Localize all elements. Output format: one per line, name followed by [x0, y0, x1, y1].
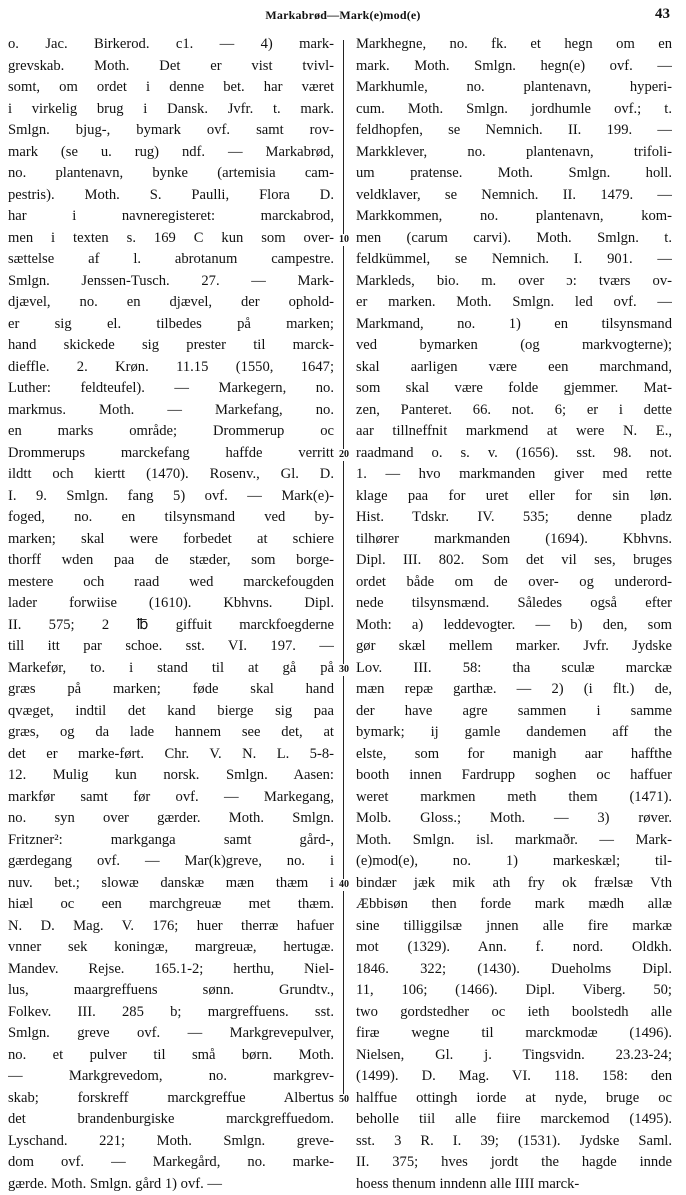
text-line: Markkommen, no. plantenavn, kom- [356, 206, 672, 228]
text-line: tilhører markmanden (1694). Kbhvns. [356, 529, 672, 551]
left-column [8, 34, 334, 1195]
text-line: firæ wegne til marckmodæ (1496). [356, 1023, 672, 1045]
text-line: men (carum carvi). Moth. Smlgn. t. [356, 228, 672, 250]
text-line: booth innen Fardrupp soghen oc haffuer [356, 765, 672, 787]
running-title: Markabrød—Mark(e)mod(e) [0, 8, 686, 23]
text-line: gærdegang ovf. — Mar(k)greve, no. i [8, 851, 334, 873]
text-line: Nielsen, Gl. j. Tingsvidn. 23.23-24; [356, 1045, 672, 1067]
text-line: gærde. Moth. Smlgn. gård 1) ovf. — [8, 1174, 334, 1195]
text-line: som skal være folde gjemmer. Mat- [356, 378, 672, 400]
text-line: lader forwiise (1610). Kbhvns. Dipl. [8, 593, 334, 615]
text-line: mot (1329). Ann. f. nord. Oldkh. [356, 937, 672, 959]
text-line: skal aarligen være een marchmand, [356, 357, 672, 379]
text-line: Dipl. III. 802. Som det vil ses, bruges [356, 550, 672, 572]
line-number: 20 [336, 449, 352, 461]
text-line: I. 9. Smlgn. fang 5) ovf. — Mark(e)- [8, 486, 334, 508]
line-number: 10 [336, 234, 352, 246]
text-line: Fritzner²: markganga samt gård-, [8, 830, 334, 852]
text-line: two gordstedher oc ieth boolstedh alle [356, 1002, 672, 1024]
text-line: det er marke-ført. Chr. V. N. L. 5-8- [8, 744, 334, 766]
text-line: Drommerups marckefang haffde verritt [8, 443, 334, 465]
text-line: (1499). D. Mag. VI. 118. 158: den [356, 1066, 672, 1088]
text-line: Smlgn. greve ovf. — Markgrevepulver, [8, 1023, 334, 1045]
text-line: weret markmen meth them (1471). [356, 787, 672, 809]
text-line: sst. 3 R. I. 39; (1531). Jydske Saml. [356, 1131, 672, 1153]
text-line: marken; skal were forbedet at schiere [8, 529, 334, 551]
text-line: i virkelig brug i Dansk. Jvfr. t. mark. [8, 99, 334, 121]
text-line: pestris). Moth. S. Paulli, Flora D. [8, 185, 334, 207]
text-line: zen, Panteret. 66. not. 6; er i dette [356, 400, 672, 422]
text-line: hiæl oc een marchgreuæ met thæm. [8, 894, 334, 916]
text-line: Markklever, no. plantenavn, trifoli- [356, 142, 672, 164]
text-line: no. et pulver til små børn. Moth. [8, 1045, 334, 1067]
text-line: er marken. Moth. Smlgn. led ovf. — [356, 292, 672, 314]
text-line: qvæget, indtil det kand bierge sig paa [8, 701, 334, 723]
text-line: mark (se u. rug) ndf. — Markabrød, [8, 142, 334, 164]
text-line: ved bymarken (og markvogterne); [356, 335, 672, 357]
text-line: Markmand, no. 1) en tilsynsmand [356, 314, 672, 336]
text-line: Luther: feldteufel). — Markegern, no. [8, 378, 334, 400]
text-line: halffue ottingh iorde at nyde, bruge oc [356, 1088, 672, 1110]
text-line: beholle tiil alle fiire marckemod (1495). [356, 1109, 672, 1131]
text-line: — Markgrevedom, no. markgrev- [8, 1066, 334, 1088]
text-line: no. plantenavn, bynke (artemisia cam- [8, 163, 334, 185]
text-line: cum. Moth. Smlgn. jordhumle ovf.; t. [356, 99, 672, 121]
text-line: (e)mod(e), no. 1) markeskæl; til- [356, 851, 672, 873]
text-line: nuv. bet.; slowæ danskæ mæn thæm i [8, 873, 334, 895]
text-line: um pratense. Moth. Smlgn. holl. [356, 163, 672, 185]
line-number: 50 [336, 1094, 352, 1106]
text-line: markmus. Moth. — Markefang, no. [8, 400, 334, 422]
text-line: er sig el. tilbedes på marken; [8, 314, 334, 336]
text-line: nede tilsynsmænd. Således også efter [356, 593, 672, 615]
text-line: feldhopfen, se Nemnich. II. 199. — [356, 120, 672, 142]
text-line: Lov. III. 58: tha sculæ marckæ [356, 658, 672, 680]
text-line: mæn repæ garthæ. — 2) (i flt.) de, [356, 679, 672, 701]
page-header [0, 6, 686, 28]
text-line: veldklaver, se Nemnich. II. 1479. — [356, 185, 672, 207]
text-line: hand skickede sig prester til marck- [8, 335, 334, 357]
text-line: Moth. Smlgn. isl. markmaðr. — Mark- [356, 830, 672, 852]
text-line: vnner sek koningæ, margreuæ, hertugæ. [8, 937, 334, 959]
line-number: 30 [336, 664, 352, 676]
text-line: no. syn over gærder. Moth. Smlgn. [8, 808, 334, 830]
line-number: 40 [336, 879, 352, 891]
text-line: markfør samt før ovf. — Markegang, [8, 787, 334, 809]
text-line: 1. — hvo markmanden giver med rette [356, 464, 672, 486]
text-line: II. 575; 2 ℔ giffuit marckfoegderne [8, 615, 334, 637]
text-line: 12. Mulig kun norsk. Smlgn. Aasen: [8, 765, 334, 787]
text-line: N. D. Mag. V. 176; huer therræ hafuer [8, 916, 334, 938]
text-line: Moth: a) leddevogter. — b) den, som [356, 615, 672, 637]
text-line: grevskab. Moth. Det er vist tvivl- [8, 56, 334, 78]
text-line: bymark; ij gamle dandemen aff the [356, 722, 672, 744]
text-line: 1846. 322; (1430). Dueholms Dipl. [356, 959, 672, 981]
text-line: raadmand o. s. v. (1656). sst. 98. not. [356, 443, 672, 465]
text-line: gør skæl mellem marker. Jvfr. Jydske [356, 636, 672, 658]
text-line: mestere och raad wed marckefougden [8, 572, 334, 594]
text-line: Mandev. Rejse. 165.1-2; herthu, Niel- [8, 959, 334, 981]
text-line: en marks område; Drommerup oc [8, 421, 334, 443]
text-line: skab; forskreff marckgreffue Albertus [8, 1088, 334, 1110]
text-line: det brandenburgiske marckgreffuedom. [8, 1109, 334, 1131]
text-line: lus, maargreffuens sønn. Grundtv., [8, 980, 334, 1002]
text-line: ildtt och kiertt (1470). Rosenv., Gl. D. [8, 464, 334, 486]
text-line: mark. Moth. Smlgn. hegn(e) ovf. — [356, 56, 672, 78]
text-line: ordet både om de over- og underord- [356, 572, 672, 594]
text-line: Markefør, to. i stand til at gå på [8, 658, 334, 680]
text-line: Markhumle, no. plantenavn, hyperi- [356, 77, 672, 99]
text-line: der have agre sammen i samme [356, 701, 672, 723]
text-line: Markhegne, no. fk. et hegn om en [356, 34, 672, 56]
column-divider [343, 40, 344, 1100]
text-line: foged, no. en tilsynsmand ved by- [8, 507, 334, 529]
text-line: o. Jac. Birkerod. c1. — 4) mark- [8, 34, 334, 56]
text-line: djævel, no. en djævel, der ophold- [8, 292, 334, 314]
text-line: Lyschand. 221; Moth. Smlgn. greve- [8, 1131, 334, 1153]
text-line: klage paa for uret eller for sin løn. [356, 486, 672, 508]
text-line: II. 375; hves jordt the hagde innde [356, 1152, 672, 1174]
text-line: sine tilliggilsæ jnnen alle fire markæ [356, 916, 672, 938]
text-line: 11, 106; (1466). Dipl. Viberg. 50; [356, 980, 672, 1002]
page-number: 43 [655, 6, 670, 23]
text-line: dieffle. 2. Krøn. 11.15 (1550, 1647; [8, 357, 334, 379]
text-line: feldkümmel, se Nemnich. I. 901. — [356, 249, 672, 271]
text-line: till itt par schoe. sst. VI. 197. — [8, 636, 334, 658]
text-line: græs, og da lade hannem see det, at [8, 722, 334, 744]
text-line: Smlgn. Jenssen-Tusch. 27. — Mark- [8, 271, 334, 293]
text-line: hoess thenum inndenn alle IIII marck- [356, 1174, 672, 1195]
text-line: Æbbisøn then forde mark mædh allæ [356, 894, 672, 916]
text-line: bindær jæk mik ath fry ok frælsæ Vth [356, 873, 672, 895]
text-line: men i texten s. 169 C kun som over- [8, 228, 334, 250]
text-line: Folkev. III. 285 b; margreffuens. sst. [8, 1002, 334, 1024]
right-column [356, 34, 672, 1195]
text-line: Markleds, bio. m. over ɔ: tværs ov- [356, 271, 672, 293]
text-line: dom ovf. — Markegård, no. marke- [8, 1152, 334, 1174]
text-line: thorff wden paa de stæder, som borge- [8, 550, 334, 572]
text-line: aar tillneffnit markmend at were N. E., [356, 421, 672, 443]
text-line: somt, om ordet i denne bet. har været [8, 77, 334, 99]
text-line: Smlgn. bjug-, bymark ovf. samt rov- [8, 120, 334, 142]
text-line: sættelse af l. abrotanum campestre. [8, 249, 334, 271]
text-line: græs på marken; føde skal hand [8, 679, 334, 701]
text-line: har i navneregisteret: marckabrod, [8, 206, 334, 228]
text-line: elste, som for manigh aar haffthe [356, 744, 672, 766]
text-line: Hist. Tdskr. IV. 535; denne pladz [356, 507, 672, 529]
text-line: Molb. Gloss.; Moth. — 3) røver. [356, 808, 672, 830]
